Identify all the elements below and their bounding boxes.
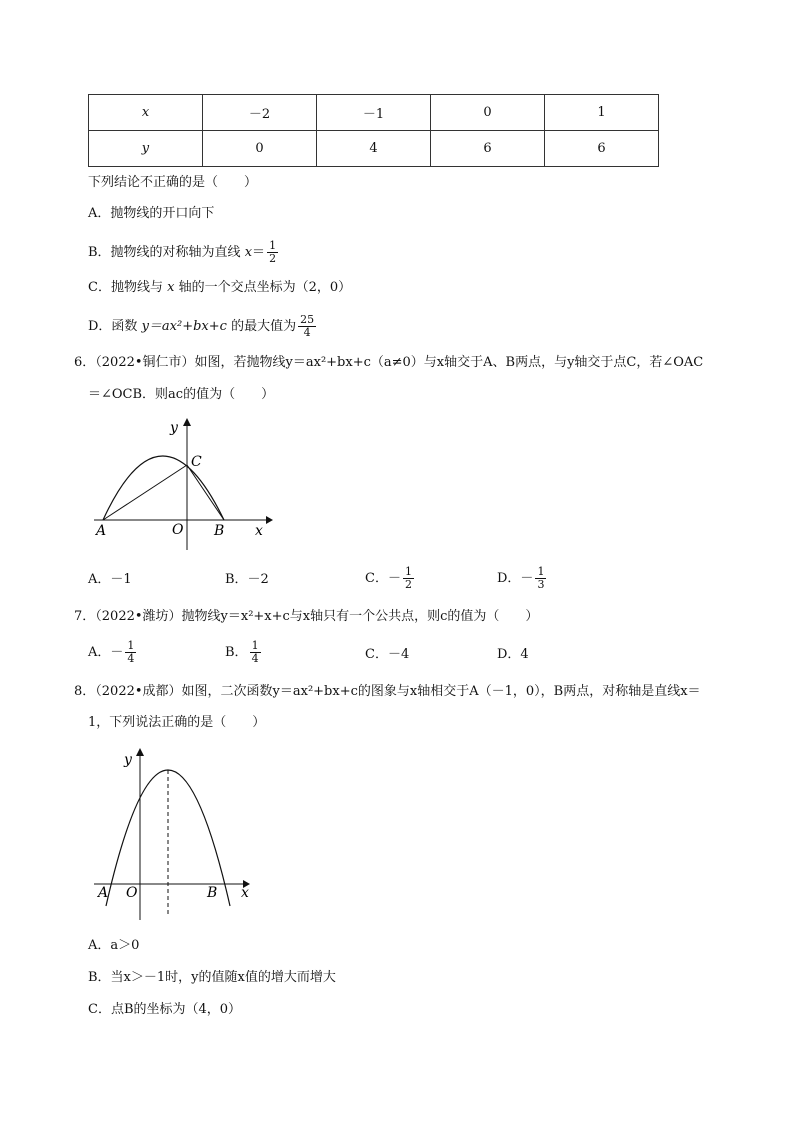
x-axis-arrow — [266, 516, 273, 524]
fraction — [125, 640, 136, 665]
table-cell: 4 — [316, 131, 430, 167]
q8-option-c: C．点B的坐标为（4，0） — [88, 1002, 242, 1017]
table-row-x — [89, 95, 659, 131]
q5-option-b-eq: ＝ — [252, 245, 266, 260]
table-cell: 0 — [431, 95, 545, 131]
fraction — [298, 314, 316, 339]
fraction-numerator: 1 — [269, 239, 277, 252]
label-y: y — [124, 752, 132, 768]
table-cell: －2 — [202, 95, 316, 131]
fraction-denominator: 4 — [127, 652, 135, 665]
q5-option-d-suffix: 的最大值为 — [231, 319, 297, 334]
label-b: B — [214, 523, 225, 539]
label-y: y — [170, 420, 178, 436]
q7-option-c: C．－4 — [365, 647, 410, 662]
q7-stem: 7．（2022•潍坊）抛物线y＝x²+x+c与x轴只有一个公共点，则c的值为（ ） — [74, 609, 539, 624]
q7-option-a-text: A．－ — [88, 645, 124, 660]
q8-option-b: B．当x＞－1时，y的值随x值的增大而增大 — [88, 970, 336, 985]
label-b: B — [207, 885, 218, 901]
q5-option-c — [88, 278, 351, 298]
table-cell: 6 — [431, 131, 545, 167]
y-axis-arrow — [183, 418, 191, 426]
q8-stem-line1: 8．（2022•成都）如图，二次函数y＝ax²+bx+c的图象与x轴相交于A（－1，0），B两点，对称轴是直线x＝ — [74, 684, 701, 699]
fraction-denominator: 3 — [537, 578, 545, 591]
q7-option-b-text: B． — [225, 645, 248, 660]
label-x: x — [255, 523, 263, 539]
fraction-numerator: 1 — [537, 565, 545, 578]
q5-option-c-suffix: 轴的一个交点坐标为（2，0） — [178, 280, 352, 295]
q7-option-d: D．4 — [497, 647, 529, 662]
q6-figure — [88, 412, 278, 552]
fraction — [267, 240, 278, 265]
fraction-numerator: 1 — [404, 565, 412, 578]
y-axis-arrow — [136, 748, 144, 756]
q5-option-b — [88, 240, 280, 265]
label-a: A — [96, 523, 107, 539]
q5-stem: 下列结论不正确的是（ ） — [88, 175, 258, 190]
label-o: O — [172, 522, 184, 538]
q5-option-b-text: B．抛物线的对称轴为直线 — [88, 245, 241, 260]
fraction-denominator: 4 — [251, 652, 259, 665]
fraction-denominator: 2 — [269, 252, 277, 265]
q5-option-c-text: C．抛物线与 — [88, 280, 163, 295]
q5-option-c-var: x — [167, 280, 175, 295]
parabola — [103, 456, 224, 520]
q5-option-a: A．抛物线的开口向下 — [88, 206, 215, 221]
table-cell: 0 — [202, 131, 316, 167]
table-cell: 1 — [544, 95, 658, 131]
q6-option-d — [497, 566, 548, 591]
table-cell: x — [89, 95, 203, 131]
table-cell: y — [89, 131, 203, 167]
fraction-numerator: 1 — [251, 639, 259, 652]
label-a: A — [98, 885, 109, 901]
q6-option-b: B．－2 — [225, 572, 269, 587]
fraction-denominator: 4 — [303, 326, 311, 339]
segment-ac — [103, 465, 187, 520]
table-cell: －1 — [316, 95, 430, 131]
q5-option-d-expr: y＝ax²+bx+c — [141, 319, 227, 334]
q7-option-a — [88, 640, 138, 665]
fraction — [250, 640, 261, 665]
label-c: C — [191, 454, 202, 470]
q5-option-d — [88, 314, 318, 339]
q6-option-c — [365, 566, 416, 591]
q5-option-b-var: x — [244, 245, 253, 260]
fraction — [403, 566, 414, 591]
q6-option-c-text: C．－ — [365, 571, 401, 586]
fraction-denominator: 2 — [404, 578, 412, 591]
value-table — [88, 94, 659, 167]
q8-stem-line2: 1，下列说法正确的是（ ） — [88, 715, 266, 730]
fraction — [535, 566, 546, 591]
fraction-numerator: 1 — [127, 639, 135, 652]
table-cell: 6 — [544, 131, 658, 167]
q5-option-d-text: D．函数 — [88, 319, 138, 334]
label-x: x — [241, 885, 249, 901]
q6-stem-line2: ＝∠OCB．则ac的值为（ ） — [88, 387, 275, 402]
label-o: O — [126, 885, 138, 901]
q7-option-b — [225, 640, 263, 665]
table-row-y — [89, 131, 659, 167]
q6-option-a: A．－1 — [88, 572, 132, 587]
q6-stem-line1: 6．（2022•铜仁市）如图，若抛物线y＝ax²+bx+c（a≠0）与x轴交于A、B两点，与y轴交于点C，若∠OAC — [74, 355, 704, 370]
segment-cb — [187, 465, 224, 520]
q8-figure — [88, 742, 263, 927]
q8-option-a: A．a＞0 — [88, 938, 140, 953]
fraction-numerator: 25 — [300, 313, 315, 326]
q6-option-d-text: D．－ — [497, 571, 534, 586]
